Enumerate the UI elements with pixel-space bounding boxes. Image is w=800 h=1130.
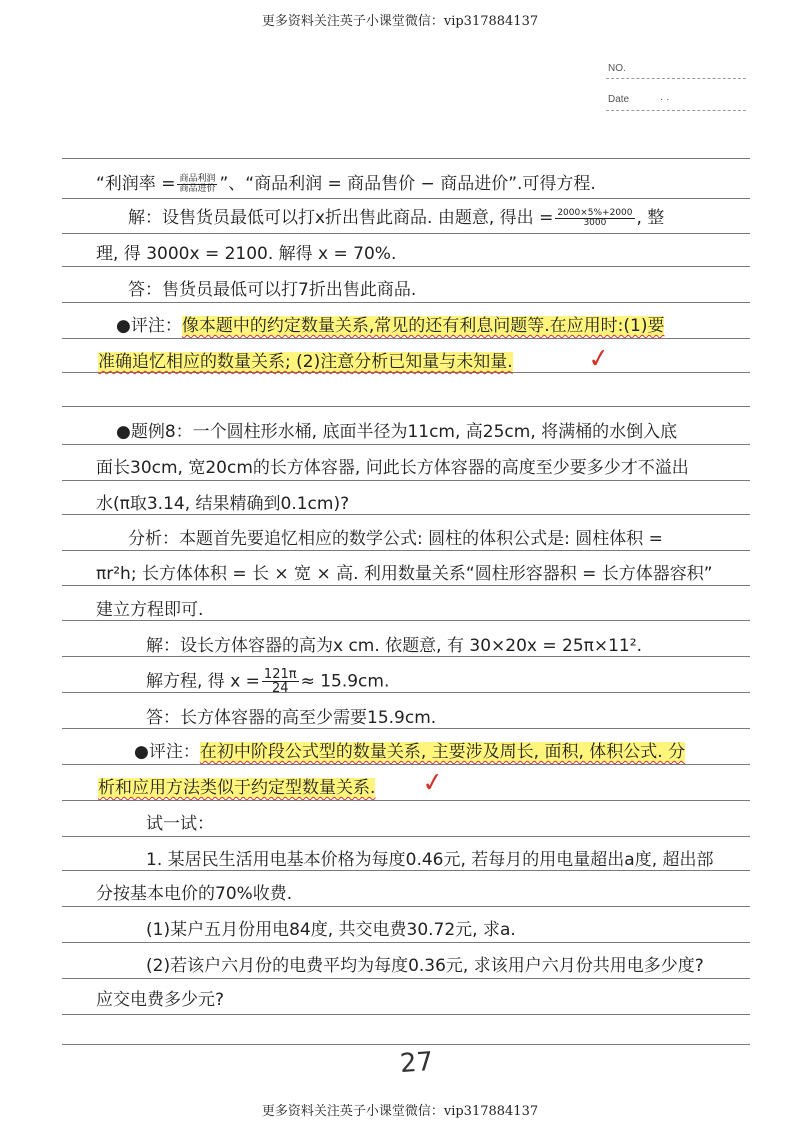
no-label: NO. [608,63,626,74]
fraction-profit-rate: $\frac{\text{商品利润}}{\text{商品进价}}$ [179,173,216,194]
highlight-comment-2-cont: 析和应用方法类似于约定型数量关系. [98,778,376,798]
solution-line-1: 解：设长方体容器的高为x cm. 依题意, 有 30×20x = 25π×11². [146,636,642,656]
rule-line [62,620,750,621]
try-it-heading: 试一试： [146,814,214,834]
rule-line [62,372,750,373]
answer-line: 答：长方体容器的高至少需要15.9cm. [146,708,437,728]
text-line-4: 答：售货员最低可以打7折出售此商品. [128,280,417,300]
rule-line [62,1014,750,1015]
rule-line [62,233,750,234]
no-rule [606,78,746,79]
comment-2-line-1: ●评注：在初中阶段公式型的数量关系, 主要涉及周长, 面积, 体积公式. 分 [134,742,686,762]
exercise-line-2: 分按基本电价的70%收费. [96,884,293,904]
exercise-part-2-cont: 应交电费多少元? [96,990,225,1010]
highlight-comment-1: 像本题中的约定数量关系,常见的还有利息问题等.在应用时:(1)要 [181,316,665,336]
rule-line [62,198,750,199]
solution-line-2: 解方程, 得 x = $\frac{121\pi}{24}$ ≈ 15.9cm. [146,667,390,696]
rule-line [62,836,750,837]
analysis-line-2: πr²h; 长方体体积 = 长 × 宽 × 高. 利用数量关系“圆柱形容器积 = 长方体器容积” [96,564,713,584]
rule-line [62,656,750,657]
rule-line [62,906,750,907]
rule-line [62,870,750,871]
example-8-line-3: 水(π取3.14, 结果精确到0.1cm)? [96,494,350,514]
rule-line [62,585,750,586]
rule-line [62,764,750,765]
text-line-1: “利润率 = $\frac{\text{商品利润}}{\text{商品进价}}$ ”、“商品利润 = 商品售价 − 商品进价”.可得方程. [96,173,596,194]
rule-line [62,480,750,481]
rule-line [62,338,750,339]
watermark-top: 更多资料关注英子小课堂微信：vip317884137 [261,14,539,29]
rule-line [62,406,750,407]
rule-line [62,978,750,979]
analysis-line-1: 分析：本题首先要追忆相应的数学公式: 圆柱的体积公式是: 圆柱体积 = [128,529,663,549]
rule-line [62,728,750,729]
rule-line [62,550,750,551]
rule-line [62,444,750,445]
rule-line [62,514,750,515]
example-8-line-1: ●题例8：一个圆柱形水桶, 底面半径为11cm, 高25cm, 将满桶的水倒入底 [116,422,678,442]
rule-line [62,942,750,943]
exercise-line-1: 1. 某居民生活用电基本价格为每度0.46元, 若每月的用电量超出a度, 超出部 [146,850,714,870]
exercise-part-2: (2)若该户六月份的电费平均为每度0.36元, 求该用户六月份共用电多少度? [146,956,704,976]
text-line-3: 理, 得 3000x = 2100. 解得 x = 70%. [96,244,397,264]
highlight-comment-1-cont: 准确追忆相应的数量关系; (2)注意分析已知量与未知量. [98,352,513,372]
rule-line [62,158,750,159]
page-number: 27 [398,1046,435,1080]
highlight-comment-2: 在初中阶段公式型的数量关系, 主要涉及周长, 面积, 体积公式. 分 [199,742,686,762]
comment-1-line-1: ●评注：像本题中的约定数量关系,常见的还有利息问题等.在应用时:(1)要 [116,316,665,336]
watermark-bottom: 更多资料关注英子小课堂微信：vip317884137 [261,1104,539,1119]
comment-1-line-2 [98,352,513,372]
date-label: Date [608,94,630,105]
fraction-solution: $\frac{121\pi}{24}$ [263,667,297,696]
red-check-mark-2: ✓ [420,766,446,800]
rule-line [62,1044,750,1045]
text-line-2: 解：设售货员最低可以打x折出售此商品. 由题意, 得出 = $\frac{2000\times 5\%+2000}{3000}$ , 整 [128,207,665,228]
date-rule [606,110,746,111]
example-8-line-2: 面长30cm, 宽20cm的长方体容器, 问此长方体容器的高度至少要多少才不溢出 [96,458,689,478]
exercise-part-1: (1)某户五月份用电84度, 共交电费30.72元, 求a. [146,920,516,940]
date-dots: · · [660,94,670,105]
red-check-mark-1: ✓ [586,342,612,376]
rule-line [62,302,750,303]
analysis-line-3: 建立方程即可. [96,600,204,620]
rule-line [62,800,750,801]
rule-line [62,266,750,267]
fraction-equation: $\frac{2000\times 5\%+2000}{3000}$ [557,207,633,228]
comment-2-line-2 [98,778,375,798]
